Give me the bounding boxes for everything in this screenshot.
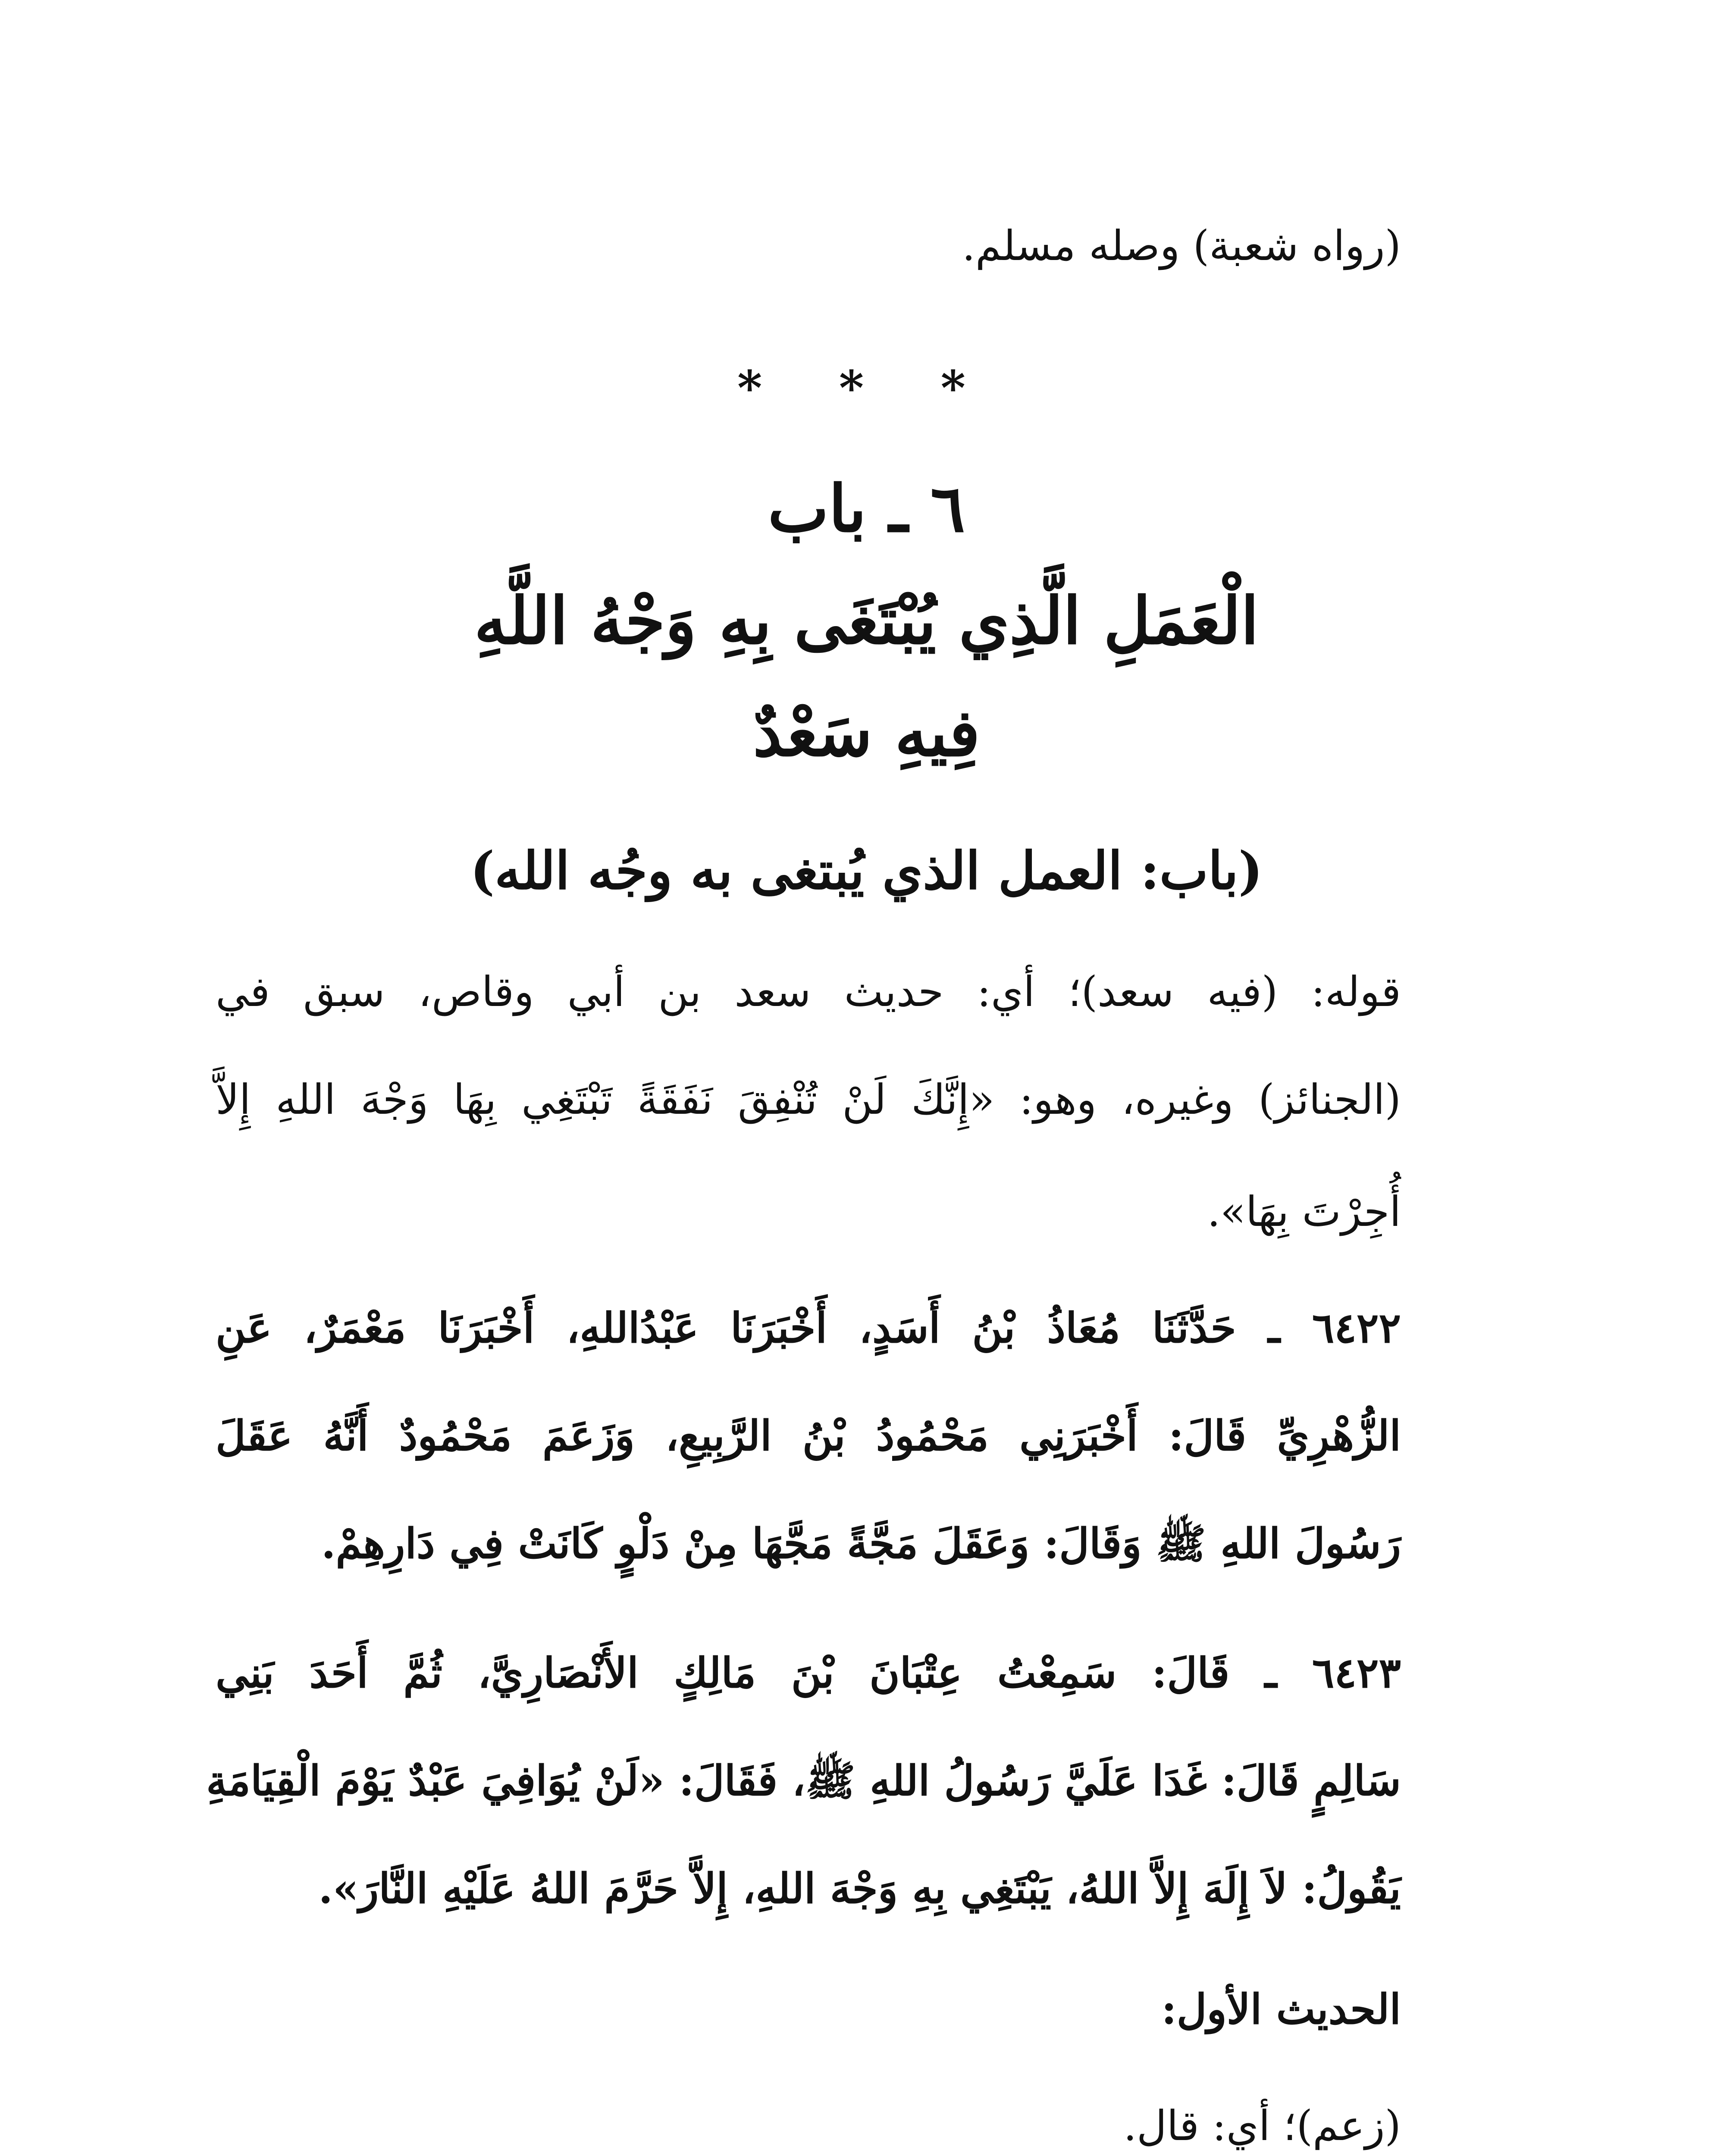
chapter-subtitle: فِيهِ سَعْدٌ <box>753 695 980 771</box>
separator-stars: * * * <box>737 360 996 416</box>
hadith-6423-line-1: ٦٤٢٣ ـ قَالَ: سَمِعْتُ عِتْبَانَ بْنَ مَالِكٍ الأَنْصَارِيَّ، ثُمَّ أَحَدَ بَنِي <box>216 1648 1401 1697</box>
hadith-6422-line-1: ٦٤٢٢ ـ حَدَّثَنَا مُعَاذُ بْنُ أَسَدٍ، أَخْبَرَنَا عَبْدُاللهِ، أَخْبَرَنَا مَعْمَرٌ، عَنِ <box>216 1304 1401 1352</box>
bab-heading: (باب: العمل الذي يُبتغى به وجُه الله) <box>470 840 1263 901</box>
hadith-6422-line-3: رَسُولَ اللهِ ﷺ وَقَالَ: وَعَقَلَ مَجَّةً مَجَّهَا مِنْ دَلْوٍ كَانَتْ فِي دَارِهِمْ. <box>321 1519 1401 1568</box>
hadith-6423-line-2: سَالِمٍ قَالَ: غَدَا عَلَيَّ رَسُولُ اللهِ ﷺ، فَقَالَ: «لَنْ يُوَافِيَ عَبْدٌ يَوْمَ الْقِيَامَةِ <box>206 1756 1401 1805</box>
paragraph-1-line-3: أُجِرْتَ بِهَا». <box>1207 1188 1401 1236</box>
chapter-title: الْعَمَلِ الَّذِي يُبْتَغَى بِهِ وَجْهُ اللَّهِ <box>474 583 1259 659</box>
paragraph-1-line-1: قوله: (فيه سعد)؛ أي: حديث سعد بن أبي وقاص، سبق في <box>216 968 1401 1016</box>
hadith-6422-line-2: الزُّهْرِيِّ قَالَ: أَخْبَرَنِي مَحْمُودُ بْنُ الرَّبِيعِ، وَزَعَمَ مَحْمُودٌ أَنَّهُ عَقَلَ <box>216 1411 1401 1460</box>
paragraph-1-line-2: (الجنائز) وغيره، وهو: «إِنَّكَ لَنْ تُنْفِقَ نَفَقَةً تَبْتَغِي بِهَا وَجْهَ اللهِ إِلاَّ <box>216 1075 1401 1124</box>
chapter-number: ٦ ـ باب <box>768 471 965 547</box>
gloss-zaam: (زعم)؛ أي: قال. <box>1123 2102 1401 2150</box>
hadith-6423-line-3: يَقُولُ: لاَ إِلَهَ إِلاَّ اللهُ، يَبْتَغِي بِهِ وَجْهَ اللهِ، إِلاَّ حَرَّمَ اللهُ عَلَيْهِ النَّارَ». <box>318 1864 1401 1913</box>
text-line-1: (رواه شعبة) وصله مسلم. <box>962 222 1401 270</box>
section-heading-first-hadith: الحديث الأول: <box>1161 1985 1401 2034</box>
